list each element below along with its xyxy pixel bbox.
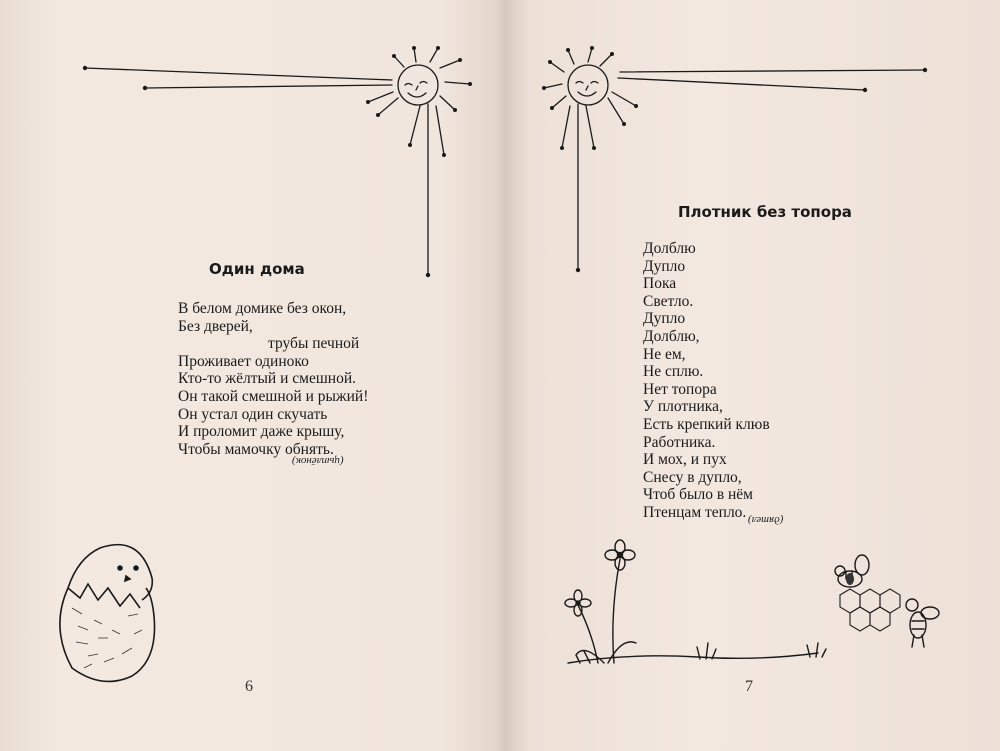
poem-line: Он устал один скучать [178,405,328,423]
poem-line: трубы печной [268,335,360,353]
page-number: 7 [745,678,753,695]
right-page [500,0,1000,751]
poem-line: И мох, и пух [643,451,727,469]
flowers-and-bees-illustration [550,535,950,685]
sun-illustration-left [0,0,500,300]
poem-line: Чтобы мамочку обнять. [178,440,334,458]
poem-line: Без дверей, [178,317,253,335]
poem-line: Проживает одиноко [178,352,309,370]
poem-line: Не сплю. [643,363,704,381]
page-number: 6 [245,678,253,695]
poem-line: У плотника, [643,398,723,416]
poem-line: Он такой смешной и рыжий! [178,387,369,405]
riddle-answer: (дятел) [748,514,784,526]
riddle-answer: (цыплёнок) [292,455,344,467]
poem-line: Чтоб было в нём [643,486,753,504]
poem-line: Есть крепкий клюв [643,415,770,433]
poem-line: Кто-то жёлтый и смешной. [178,370,356,388]
poem-line: Пока [643,275,677,293]
poem-title: Один дома [209,260,305,278]
poem-text [178,300,368,458]
poem-line: Дупло [643,310,686,328]
poem-line: Светло. [643,292,694,310]
poem-line: Работника. [643,433,716,451]
poem-line: Не ем, [643,345,686,363]
poem-line: Снесу в дупло, [643,468,742,486]
poem-line: Дупло [643,257,686,275]
poem-line: И проломит даже крышу, [178,423,345,441]
poem-line: Птенцам тепло. [643,503,747,521]
poem-title: Плотник без топора [678,203,852,221]
poem-line: Нет топора [643,380,717,398]
poem-text [643,240,770,522]
chick-in-egg-illustration [48,530,188,690]
poem-line: Долблю, [643,327,700,345]
poem-line: В белом домике без окон, [178,300,347,317]
poem-line: Долблю [643,240,696,257]
